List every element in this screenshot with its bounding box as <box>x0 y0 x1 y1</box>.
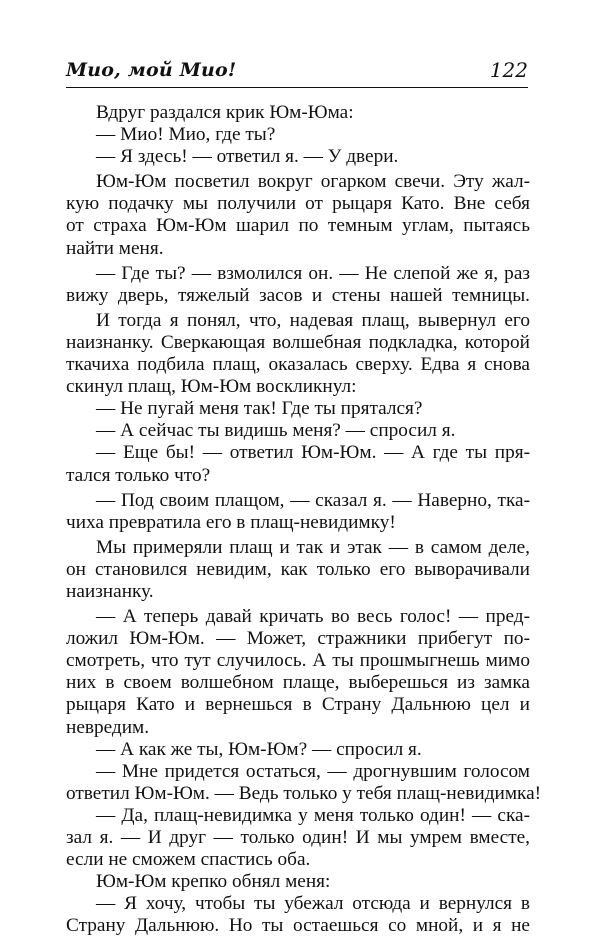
text-line: скинул плащ, Юм-Юм воскликнул: <box>66 376 357 398</box>
text-line: — Я хочу, чтобы ты убежал отсюда и вернулся в <box>96 893 530 915</box>
text-line: от страха Юм-Юм шарил по темным углам, пытаясь <box>66 215 530 237</box>
header-rule <box>66 87 528 88</box>
text-line: Мы примеряли плащ и так и этак — в самом деле, <box>96 536 530 558</box>
text-line: кую подачку мы получили от рыцаря Като. Вне себя <box>66 193 530 215</box>
text-line: — Мне придется остаться, — дрогнувшим голосом <box>96 760 530 782</box>
text-line: Вдруг раздался крик Юм-Юма: <box>96 102 354 123</box>
text-line: наизнанку. Сверкающая волшебная подкладка, которой <box>66 331 530 353</box>
text-line: — Не пугай меня так! Где ты прятался? <box>96 398 423 420</box>
text-line: — Под своим плащом, — сказал я. — Наверно, тка- <box>96 489 530 511</box>
text-line: — Где ты? — взмолился он. — Не слепой же я, раз <box>96 262 530 284</box>
text-line: ткачиха подбила плащ, оказалась сверху. Едва я снова <box>66 354 530 376</box>
text-line: — Да, плащ-невидимка у меня только один! — ска- <box>96 804 530 826</box>
text-line: ответил Юм-Юм. — Ведь только у тебя плащ-невидимка! <box>66 782 542 804</box>
text-line: — Еще бы! — ответил Юм-Юм. — А где ты пря- <box>96 442 530 464</box>
text-line: ложил Юм-Юм. — Может, стражники прибегут по- <box>66 628 530 650</box>
text-line: тался только что? <box>66 464 211 486</box>
text-line: них в своем волшебном плаще, выберешься из замка <box>66 672 530 694</box>
text-line: — Я здесь! — ответил я. — У двери. <box>96 146 399 168</box>
text-line: наизнанку. <box>66 580 154 602</box>
running-title: Мио, мой Мио! <box>66 59 237 81</box>
text-line: рыцаря Като и вернешься в Страну Дальнюю цел и <box>66 694 530 716</box>
page-number: 122 <box>489 58 528 82</box>
text-line: Юм-Юм посветил вокруг огарком свечи. Эту жал- <box>96 171 530 193</box>
text-line: найти меня. <box>66 237 164 259</box>
text-line: зал я. — И друг — только один! И мы умрем вместе, <box>66 827 530 848</box>
text-line: вижу дверь, тяжелый засов и стены нашей темницы. <box>66 284 530 306</box>
text-line: Страну Дальнюю. Но ты остаешься со мной, и я не <box>66 915 530 937</box>
text-line: если не сможем спастись оба. <box>66 849 311 871</box>
text-line: Юм-Юм крепко обнял меня: <box>96 871 331 893</box>
text-line: — А сейчас ты видишь меня? — спросил я. <box>96 420 456 442</box>
running-head <box>66 58 528 88</box>
text-line: — А как же ты, Юм-Юм? — спросил я. <box>96 738 422 760</box>
text-line: он становился невидим, как только его выворачивали <box>66 558 530 580</box>
text-line: И тогда я понял, что, надевая плащ, вывернул его <box>96 309 530 331</box>
text-line: невредим. <box>66 716 150 738</box>
text-line: — Мио! Мио, где ты? <box>96 124 276 146</box>
text-line: — А теперь давай кричать во весь голос! — пред- <box>96 606 530 628</box>
text-line: чиха превратила его в плащ-невидимку! <box>66 511 396 533</box>
body-text <box>66 102 542 937</box>
text-line: смотреть, что тут случилось. А ты прошмыгнешь мимо <box>66 650 530 672</box>
